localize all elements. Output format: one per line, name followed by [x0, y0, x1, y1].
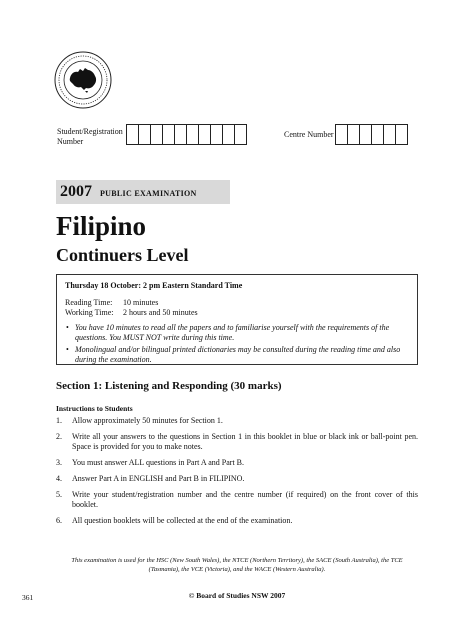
student-number-digit-box[interactable] — [234, 124, 247, 145]
copyright-notice: © Board of Studies NSW 2007 — [188, 591, 286, 600]
page-number: 361 — [22, 593, 34, 602]
instruction-item: 1. Allow approximately 50 minutes for Section 1. — [56, 416, 223, 425]
centre-number-boxes[interactable] — [336, 124, 408, 145]
exam-type: PUBLIC EXAMINATION — [100, 189, 197, 198]
working-time-label: Working Time: — [65, 308, 114, 317]
exam-date: Thursday 18 October: 2 pm Eastern Standard Time — [65, 281, 243, 290]
page-title: Filipino — [56, 211, 147, 241]
instruction-item: 3. You must answer ALL questions in Part A and Part B. — [56, 458, 245, 467]
instruction-item: 2. Write all your answers to the questions in Section 1 in this booklet in blue or black ink or ball-point pen. Space is provided for you to make notes. — [56, 432, 418, 451]
centre-number-label: Centre Number — [284, 130, 334, 139]
info-bullet: • Monolingual and/or bilingual printed dictionaries may be consulted during the reading time and also during the examination. — [65, 345, 409, 365]
instruction-item: 4. Answer Part A in ENGLISH and Part B in FILIPINO. — [56, 474, 245, 483]
working-time-value: 2 hours and 50 minutes — [123, 308, 198, 317]
jurisdictions-footnote: This examination is used for the HSC (New South Wales), the NTCE (Northern Territory), the SACE (South Australia), the TCE (Tasmania), the VCE (Victoria), and the WACE (Western Australia). — [71, 557, 403, 573]
info-bullets — [65, 323, 409, 365]
student-number-boxes[interactable] — [127, 124, 247, 145]
instructions-list — [56, 416, 418, 532]
instruction-item: 5. Write your student/registration number and the centre number (if required) on the front cover of this booklet. — [56, 490, 418, 509]
exam-info-box — [56, 274, 418, 365]
reading-time-label: Reading Time: — [65, 298, 113, 307]
reading-time-row — [65, 298, 409, 308]
section-title: Section 1: Listening and Responding (30 marks) — [56, 380, 282, 392]
centre-number-digit-box[interactable] — [395, 124, 408, 145]
exam-year: 2007 — [60, 183, 92, 200]
exam-band — [56, 180, 230, 204]
instruction-item: 6. All question booklets will be collected at the end of the examination. — [56, 516, 293, 525]
instructions-heading: Instructions to Students — [56, 404, 133, 413]
page-subtitle: Continuers Level — [56, 245, 189, 265]
working-time-row — [65, 308, 409, 318]
student-registration-label: Student/Registration Number — [57, 127, 123, 146]
info-bullet: • You have 10 minutes to read all the papers and to familiarise yourself with the requirements of the questions. You MUST NOT write during this time. — [65, 323, 409, 343]
australia-map-seal-icon — [54, 51, 112, 109]
reading-time-value: 10 minutes — [123, 298, 159, 307]
